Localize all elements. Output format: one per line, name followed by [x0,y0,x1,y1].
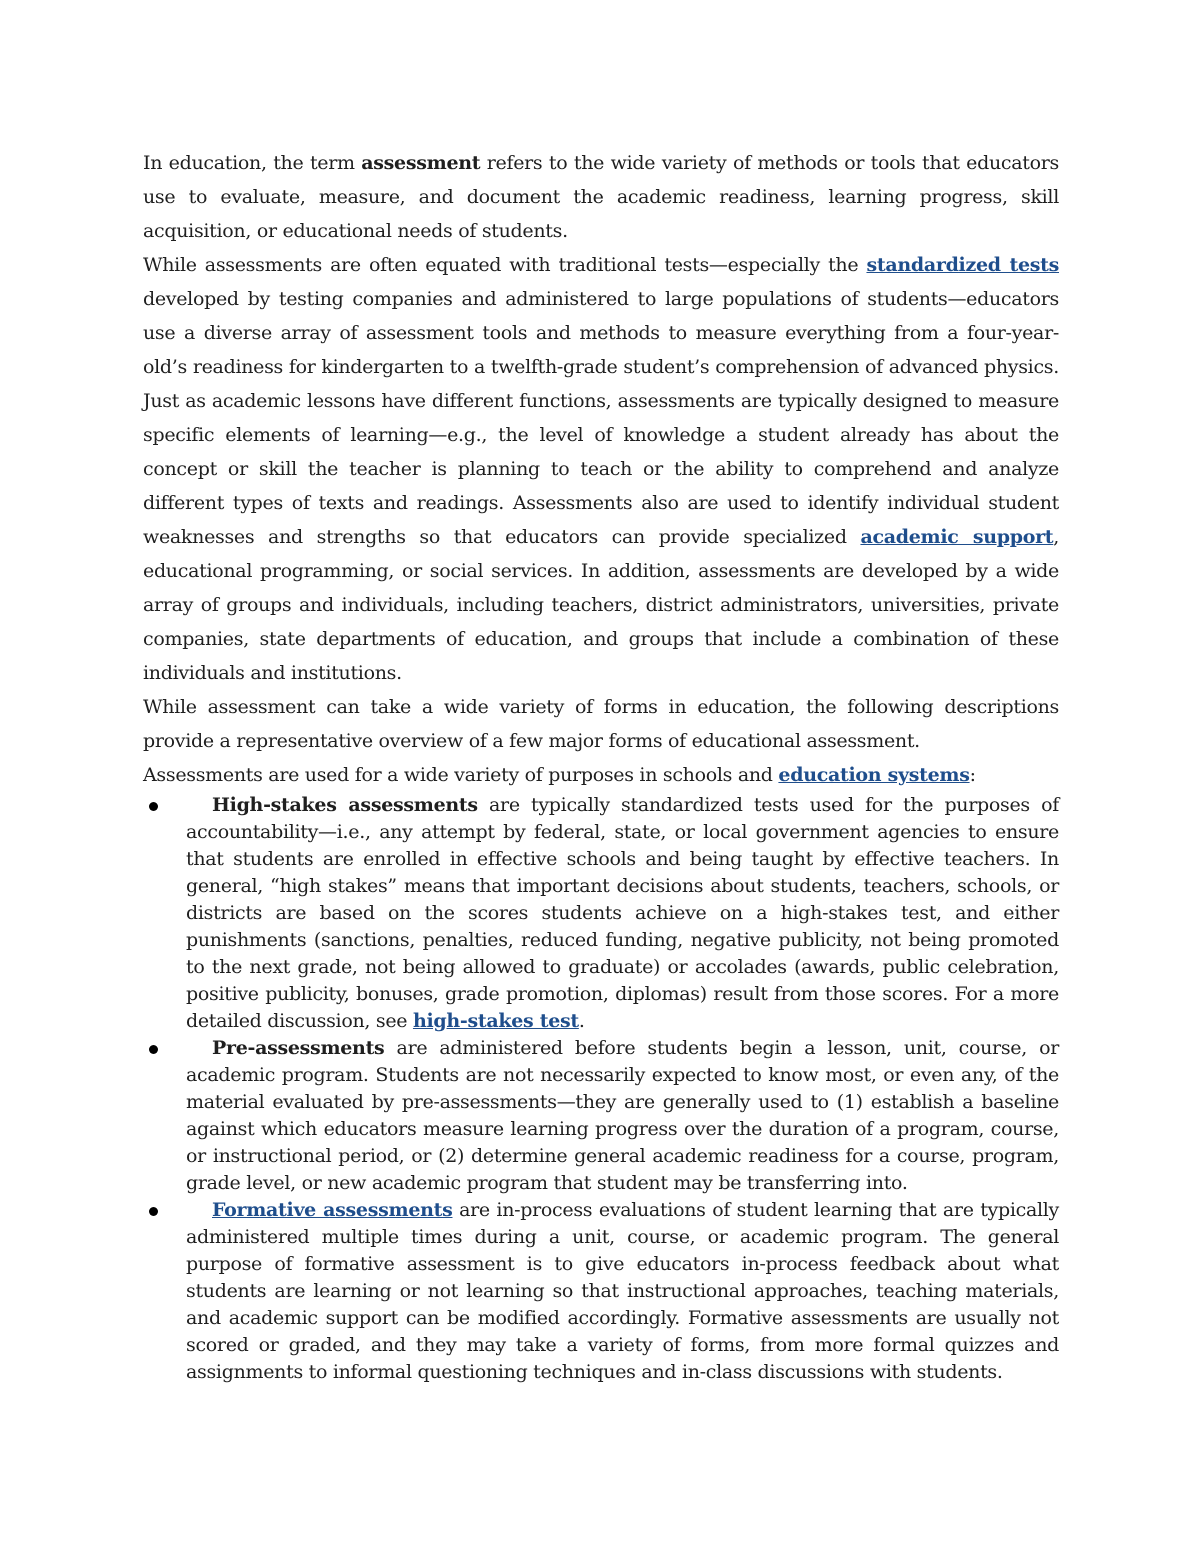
paragraph-forms: While assessment can take a wide variety of forms in education, the following descriptions provide a representative overview of a few major forms of educational assessment. [143,696,1059,752]
paragraph-purposes [143,758,1059,792]
text-run: are administered before students begin a lesson, unit, course, or academic program. Students are not necessarily expected to know most, or even any, of the material evaluated by pre-assessments—they are generally used to (1) establish a baseline against which educators measure learning progress over the duration of a program, course, or instructional period, or (2) determine general academic readiness for a course, program, grade level, or new academic program that student may be transferring into. [186,1037,1059,1194]
paragraph-definition [143,146,1059,248]
text-run: In education, the term [143,152,362,174]
assessment-types-list [143,792,1059,1386]
list-item-formative-assessments [143,1197,1059,1386]
text-run: , educational programming, or social services. In addition, assessments are developed by a wide array of groups and individuals, including teachers, district administrators, universities, private companies, state departments of education, and groups that include a combination of these individuals and institutions. [143,526,1060,684]
bullet-dot-icon [149,802,158,811]
text-run: While assessments are often equated with traditional tests—especially the [143,254,867,276]
text-run: Assessments are used for a wide variety of purposes in schools and [143,764,779,786]
link-high-stakes-test[interactable]: high-stakes test [412,1010,579,1032]
bullet-dot-icon [149,1045,158,1054]
list-item-high-stakes [143,792,1059,1035]
text-run: . [578,1010,585,1032]
link-standardized-tests[interactable]: standardized tests [866,254,1059,276]
paragraph-overview [143,248,1059,690]
link-education-systems[interactable]: education systems [778,764,970,786]
list-item-pre-assessments [143,1035,1059,1197]
term-pre-assessments: Pre-assessments [212,1037,385,1059]
text-run: developed by testing companies and administered to large populations of students—educators use a diverse array of assessment tools and methods to measure everything from a four-year-old’s readiness for kindergarten to a twelfth-grade student’s comprehension of advanced physics. Just as academic lessons have different functions, assessments are typically designed to measure specific elements of learning—e.g., the level of knowledge a student already has about the concept or skill the teacher is planning to teach or the ability to comprehend and analyze different types of texts and readings. Assessments also are used to identify individual student weaknesses and strengths so that educators can provide specialized [143,288,1059,548]
document-body [143,146,1059,1386]
text-run: are in-process evaluations of student learning that are typically administered multiple times during a unit, course, or academic program. The general purpose of formative assessment is to give educators in-process feedback about what students are learning or not learning so that instructional approaches, teaching materials, and academic support can be modified accordingly. Formative assessments are usually not scored or graded, and they may take a variety of forms, from more formal quizzes and assignments to informal questioning techniques and in-class discussions with students. [186,1199,1059,1383]
link-academic-support[interactable]: academic support [860,526,1054,548]
term-assessment: assessment [361,152,481,174]
term-high-stakes-assessments: High-stakes assessments [212,794,478,816]
text-run: refers to the wide variety of methods or tools that educators use to evaluate, measure, and document the academic readiness, learning progress, skill acquisition, or educational needs of students. [143,152,1059,242]
text-run: are typically standardized tests used for the purposes of accountability—i.e., any attempt by federal, state, or local government agencies to ensure that students are enrolled in effective schools and being taught by effective teachers. In general, “high stakes” means that important decisions about students, teachers, schools, or districts are based on the scores students achieve on a high-stakes test, and either punishments (sanctions, penalties, reduced funding, negative publicity, not being promoted to the next grade, not being allowed to graduate) or accolades (awards, public celebration, positive publicity, bonuses, grade promotion, diplomas) result from those scores. For a more detailed discussion, see [186,794,1059,1032]
bullet-dot-icon [149,1207,158,1216]
link-formative-assessments[interactable]: Formative assessments [212,1199,453,1221]
text-run: : [969,764,976,786]
